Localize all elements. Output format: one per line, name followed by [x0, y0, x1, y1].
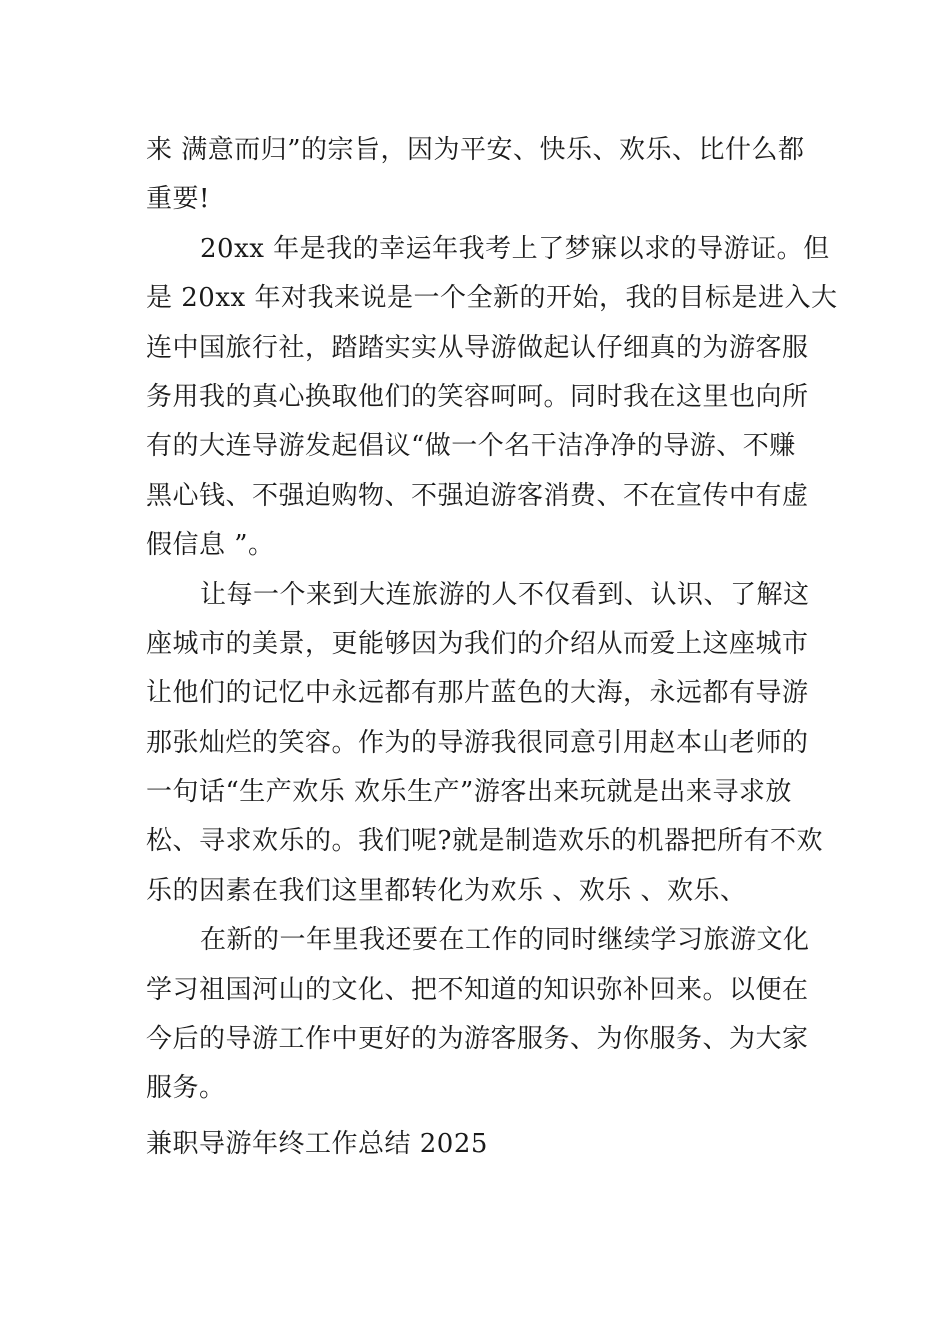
text-line: 务用我的真心换取他们的笑容呵呵。同时我在这里也向所 — [146, 381, 809, 412]
text-line: 那张灿烂的笑容。作为的导游我很同意引用赵本山老师的 — [146, 727, 809, 758]
text-line: 乐的因素在我们这里都转化为欢乐 、欢乐 、欢乐、 — [146, 875, 747, 906]
text-line: 服务。 — [146, 1073, 226, 1104]
paragraph-1 — [146, 126, 808, 225]
document-heading: 兼职导游年终工作总结 2025 — [146, 1129, 488, 1159]
text-line: 黑心钱、不强迫购物、不强迫游客消费、不在宣传中有虚 — [146, 480, 809, 511]
text-line: 学习祖国河山的文化、把不知道的知识弥补回来。以便在 — [146, 974, 809, 1005]
text-line: 重要! — [146, 184, 210, 215]
text-line: 座城市的美景，更能够因为我们的介绍从而爱上这座城市 — [146, 628, 809, 659]
paragraph-2 — [146, 225, 838, 571]
paragraph-3 — [146, 571, 823, 917]
text-line: 连中国旅行社，踏踏实实从导游做起认仔细真的为游客服 — [146, 332, 809, 363]
text-line: 20xx 年是我的幸运年我考上了梦寐以求的导游证。但 — [200, 233, 830, 264]
text-line: 今后的导游工作中更好的为游客服务、为你服务、为大家 — [146, 1024, 809, 1055]
text-line: 来 满意而归”的宗旨，因为平安、快乐、欢乐、比什么都 — [146, 135, 805, 165]
text-line: 让每一个来到大连旅游的人不仅看到、认识、了解这 — [200, 579, 810, 610]
text-line: 一句话“生产欢乐 欢乐生产”游客出来玩就是出来寻求放 — [146, 777, 792, 808]
text-line: 是 20xx 年对我来说是一个全新的开始，我的目标是进入大 — [146, 283, 838, 314]
text-line: 在新的一年里我还要在工作的同时继续学习旅游文化 — [200, 925, 810, 956]
document-body — [146, 126, 838, 1114]
paragraph-4 — [146, 916, 808, 1114]
text-line: 假信息 ”。 — [146, 530, 275, 561]
text-line: 让他们的记忆中永远都有那片蓝色的大海，永远都有导游 — [146, 678, 809, 709]
text-line: 有的大连导游发起倡议“做一个名干洁净净的导游、不赚 — [146, 431, 796, 462]
text-line: 松、寻求欢乐的。我们呢?就是制造欢乐的机器把所有不欢 — [146, 826, 823, 857]
